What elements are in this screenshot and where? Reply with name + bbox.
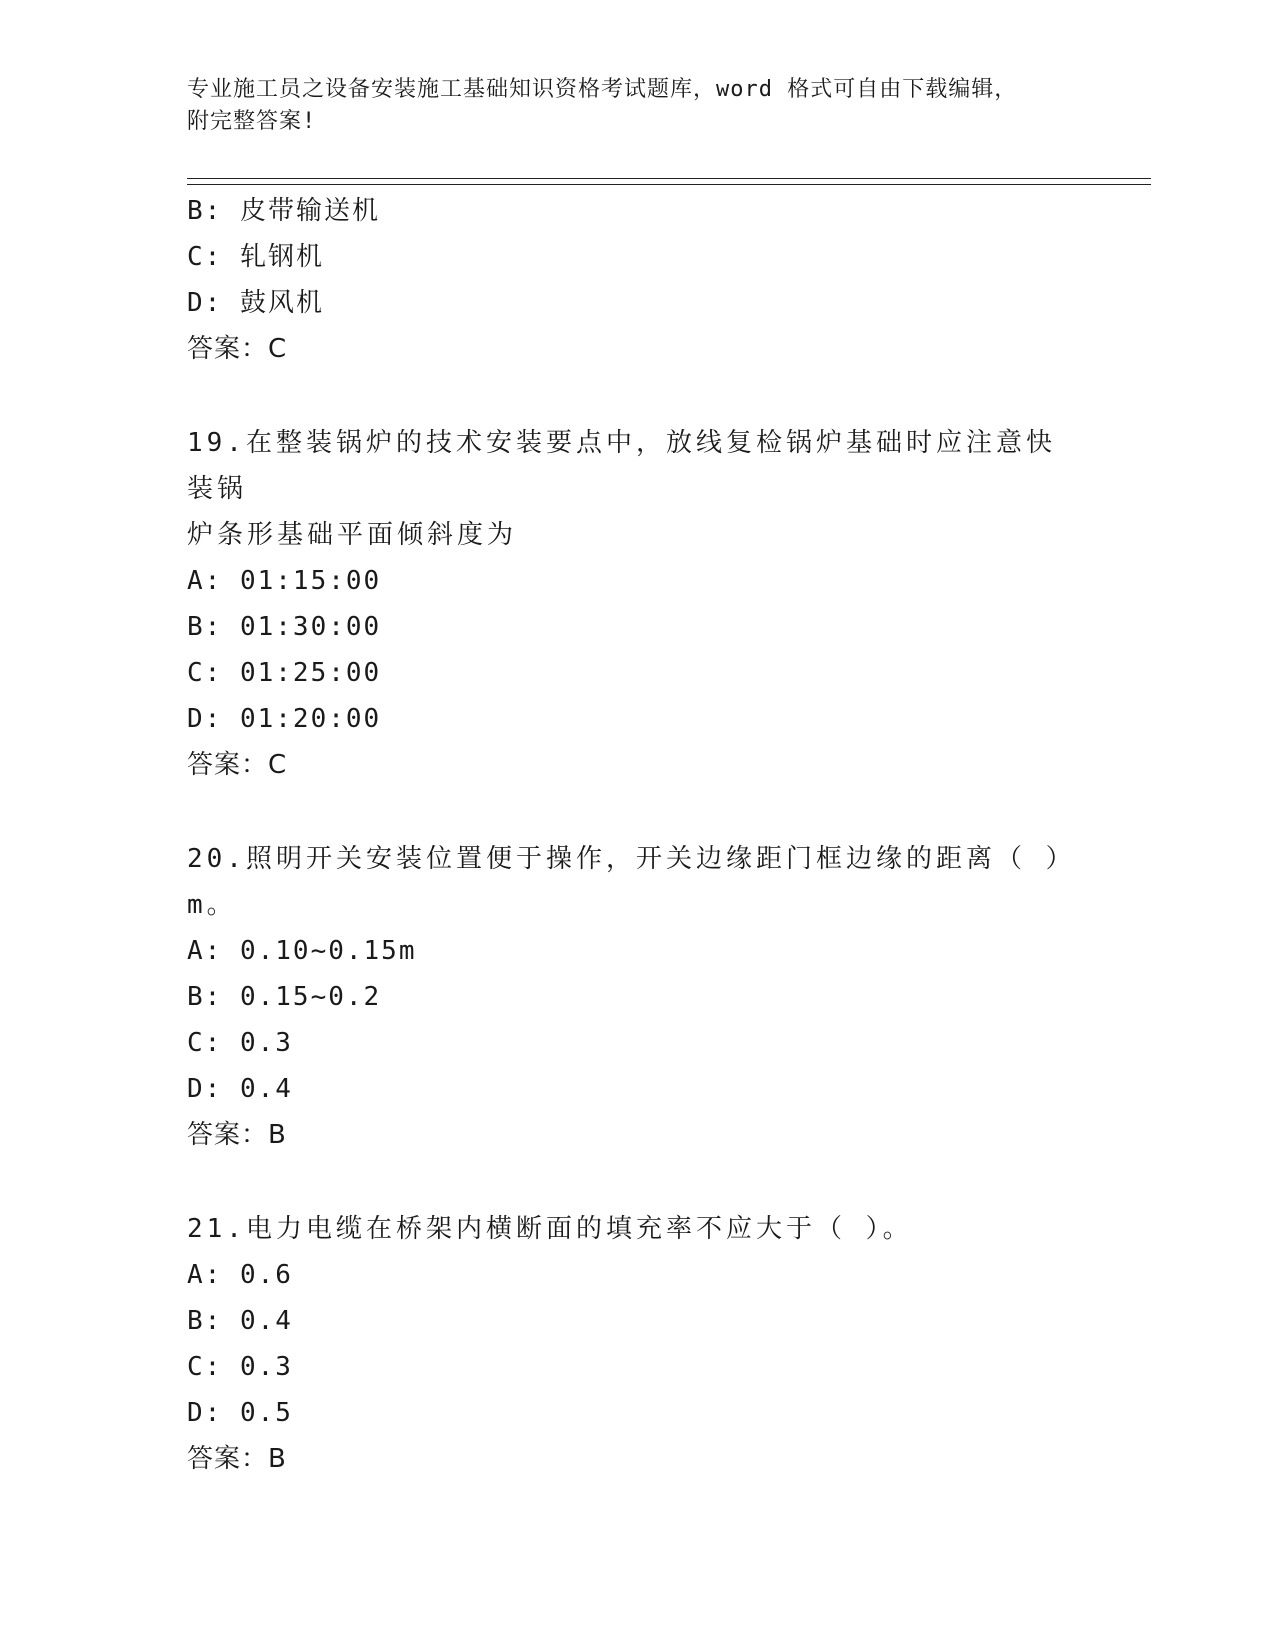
question-stem-line-1: 21.电力电缆在桥架内横断面的填充率不应大于（ ）。 — [187, 1214, 913, 1244]
question-21 — [187, 1206, 1087, 1482]
question-stem-line-1: 20.照明开关安装位置便于操作，开关边缘距门框边缘的距离（ ）m。 — [187, 844, 1063, 920]
option-d: D: 01:20:00 — [187, 704, 382, 734]
question-20 — [187, 836, 1087, 1158]
question-stem — [187, 1206, 1067, 1252]
document-header — [187, 74, 1087, 138]
header-line-2: 附完整答案! — [187, 109, 317, 134]
question-stem — [187, 836, 1067, 928]
option-d: D: 鼓风机 — [187, 288, 324, 318]
option-d: D: 0.4 — [187, 1074, 293, 1104]
option-a: A: 0.6 — [187, 1260, 293, 1290]
option-b: B: 01:30:00 — [187, 612, 382, 642]
header-line-1: 专业施工员之设备安装施工基础知识资格考试题库，word 格式可自由下载编辑， — [187, 77, 1018, 102]
answer-line: 答案：B — [187, 1444, 287, 1474]
option-c: C: 0.3 — [187, 1352, 293, 1382]
option-a: A: 0.10~0.15m — [187, 936, 417, 966]
answer-line: 答案：C — [187, 334, 288, 364]
question-18-continued — [187, 188, 1087, 372]
header-double-rule — [187, 178, 1151, 185]
option-b: B: 0.15~0.2 — [187, 982, 382, 1012]
option-a: A: 01:15:00 — [187, 566, 382, 596]
question-stem — [187, 420, 1067, 558]
answer-line: 答案：B — [187, 1120, 287, 1150]
option-d: D: 0.5 — [187, 1398, 293, 1428]
option-b: B: 0.4 — [187, 1306, 293, 1336]
question-stem-line-2: 炉条形基础平面倾斜度为 — [187, 520, 518, 550]
question-19 — [187, 420, 1087, 788]
question-content — [187, 188, 1087, 1482]
question-stem-line-1: 19.在整装锅炉的技术安装要点中，放线复检锅炉基础时应注意快装锅 — [187, 428, 1056, 504]
option-c: C: 0.3 — [187, 1028, 293, 1058]
option-b: B: 皮带输送机 — [187, 196, 380, 226]
answer-line: 答案：C — [187, 750, 288, 780]
option-c: C: 轧钢机 — [187, 242, 324, 272]
option-c: C: 01:25:00 — [187, 658, 382, 688]
